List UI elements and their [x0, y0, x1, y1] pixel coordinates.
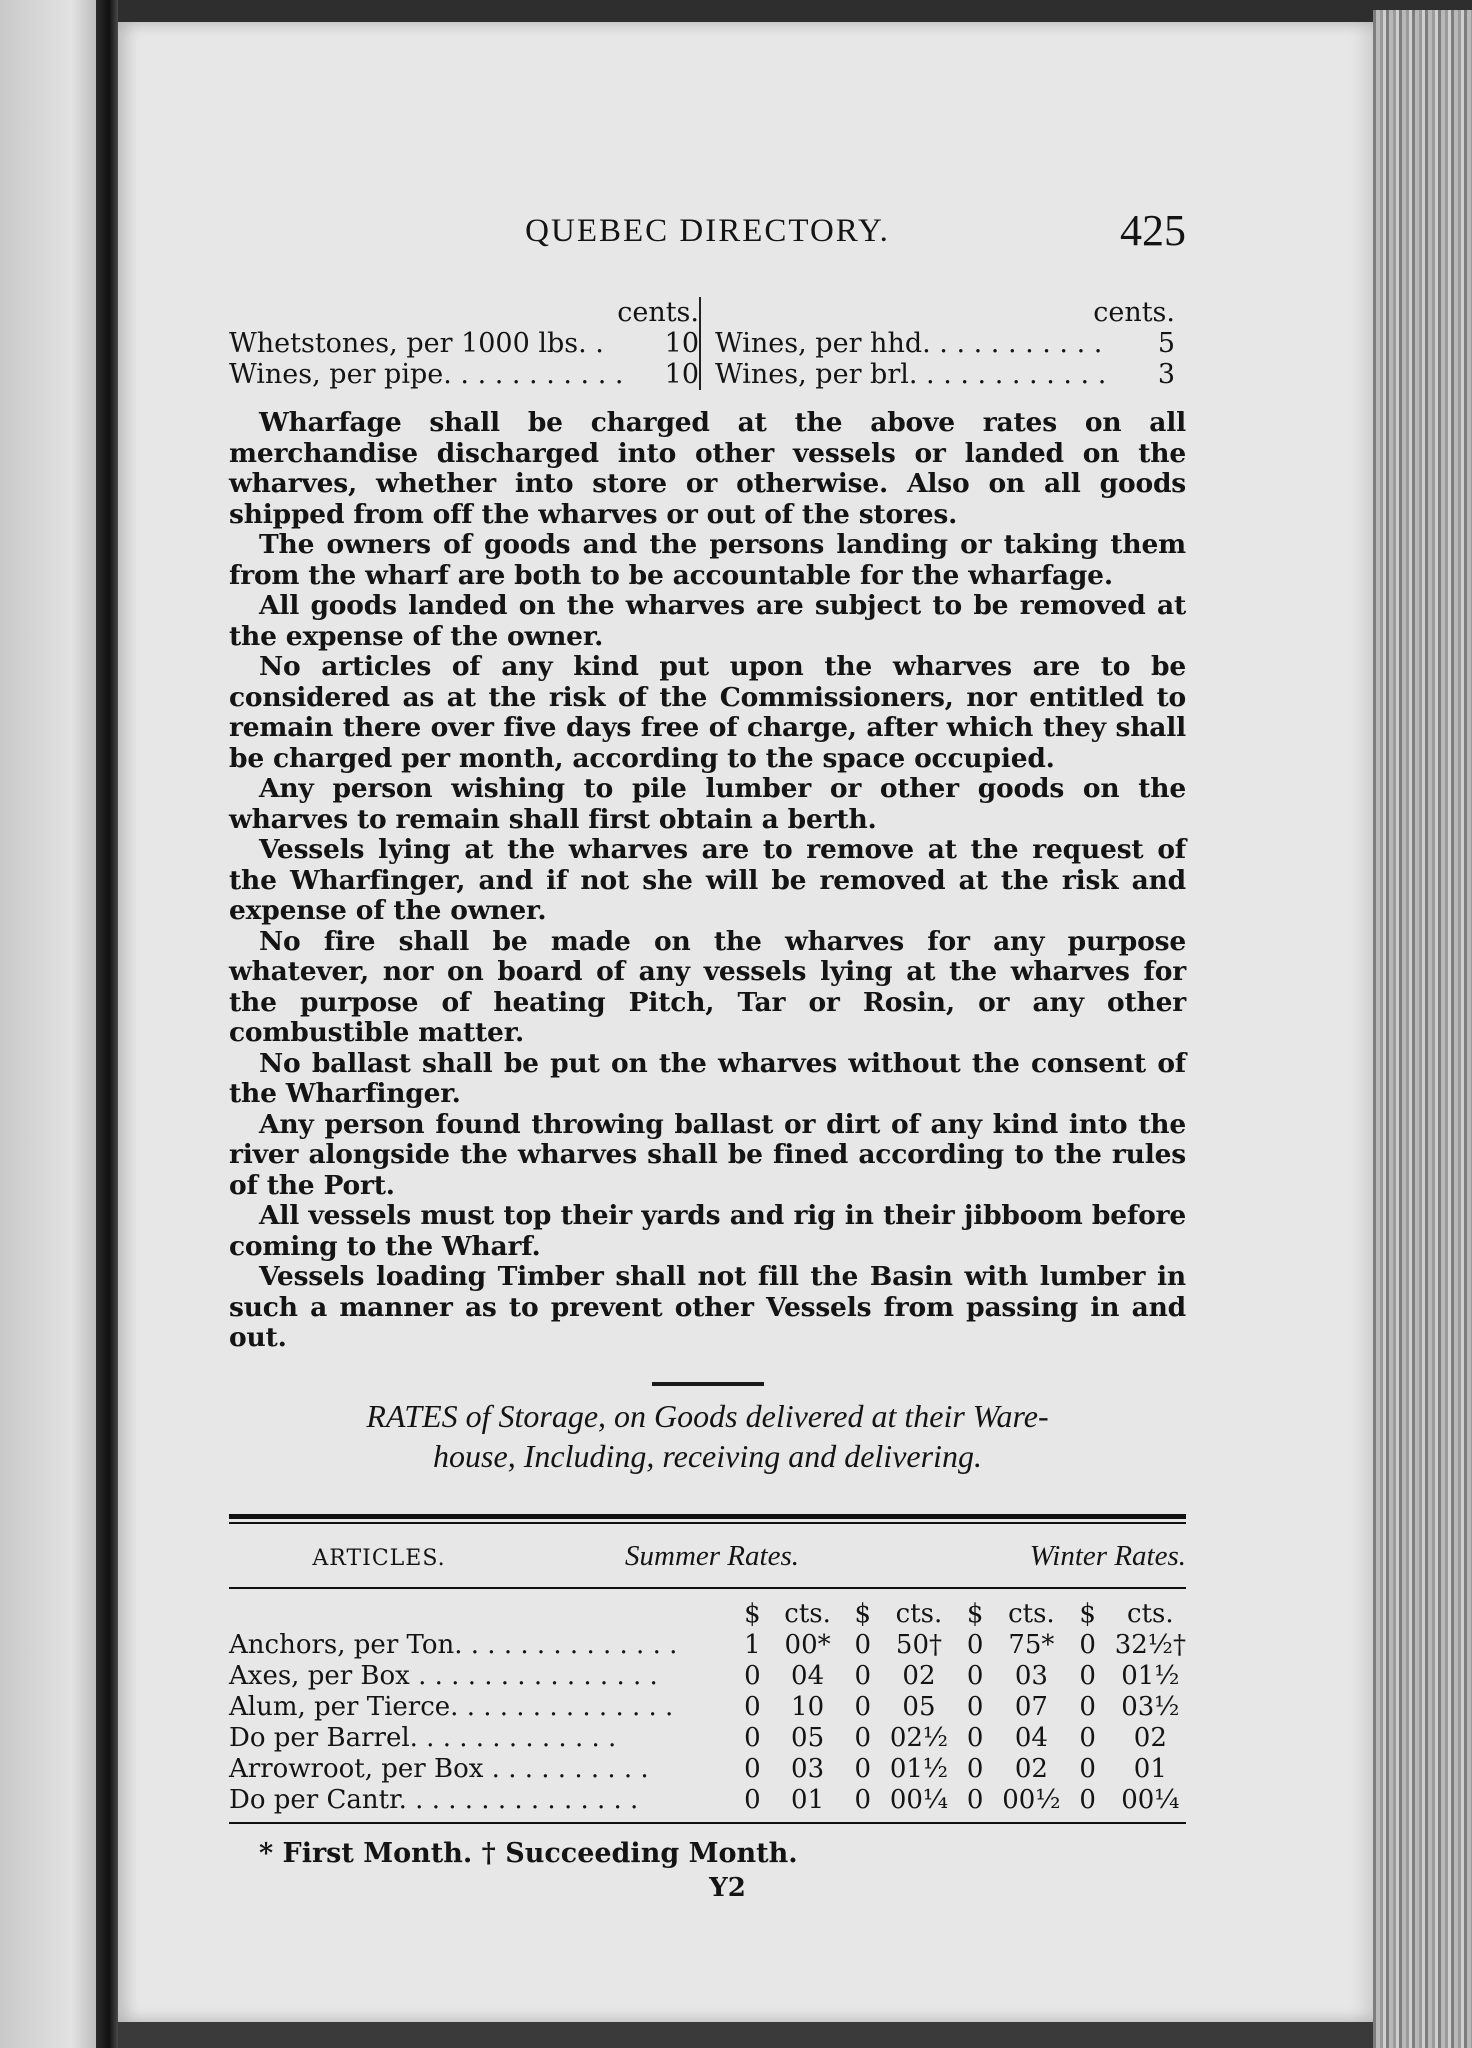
section-divider: [652, 1382, 764, 1386]
regulation-paragraph: All goods landed on the wharves are subject to be removed at the expense of the owner.: [229, 590, 1186, 652]
tariff-value: 5: [1157, 328, 1175, 359]
article-name: Axes, per Box . . . . . . . . . . . . . . .: [229, 1660, 658, 1691]
page-content: [229, 205, 1186, 1903]
rate-cell: 03: [791, 1753, 825, 1784]
rate-cell: 00*: [784, 1629, 831, 1660]
rate-cell: 05: [902, 1691, 936, 1722]
unit-cell: $: [744, 1598, 761, 1629]
tariff-unit: cents.: [617, 297, 699, 328]
rate-cell: 03: [1014, 1660, 1048, 1691]
table-row: [229, 1692, 1186, 1723]
rate-cell: 02½: [889, 1722, 949, 1753]
regulation-paragraph: Wharfage shall be charged at the above rates on all merchandise discharged into other vessels or landed on the wharves, whether into store or otherwise. Also on all goods shipped from off the wharves or out of the stores.: [229, 407, 1186, 530]
table-header: [229, 1540, 1186, 1573]
rate-cell: 04: [1014, 1722, 1048, 1753]
tariff-row: [229, 328, 699, 359]
rate-cell: 03½: [1121, 1691, 1180, 1722]
rate-cell: 0: [966, 1753, 984, 1784]
regulation-paragraph: Vessels loading Timber shall not fill the Basin with lumber in such a manner as to prevent other Vessels from passing in and out.: [229, 1261, 1186, 1353]
rate-cell: 00½: [1002, 1784, 1061, 1815]
table-row: [229, 1630, 1186, 1661]
tariff-value: 3: [1157, 359, 1175, 390]
article-name: Do per Barrel. . . . . . . . . . . . .: [229, 1722, 617, 1753]
storage-title: [229, 1396, 1186, 1476]
unit-cell: $: [966, 1598, 984, 1629]
table-top-rule-thin: [229, 1522, 1186, 1524]
tariff-value: 10: [664, 328, 699, 359]
unit-cell: $: [854, 1598, 872, 1629]
running-title: QUEBEC DIRECTORY.: [525, 213, 890, 249]
rate-cell: 0: [854, 1660, 872, 1691]
regulation-paragraph: The owners of goods and the persons landing or taking them from the wharf are both to be accountable for the wharfage.: [229, 529, 1186, 591]
tariff-row: [715, 328, 1175, 359]
storage-title-line: RATES of Storage, on Goods delivered at their Ware-: [366, 1397, 1049, 1434]
table-row: [229, 1754, 1186, 1785]
article-name: Alum, per Tierce. . . . . . . . . . . . . .: [229, 1691, 674, 1722]
unit-cell: cts.: [1008, 1598, 1055, 1629]
tariff-right-column: [699, 297, 1175, 390]
unit-cell: $: [1079, 1598, 1096, 1629]
tariff-row: [715, 359, 1175, 390]
rate-cell: 04: [791, 1660, 825, 1691]
rate-cell: 01½: [1121, 1660, 1180, 1691]
tariff-left-column: [229, 297, 699, 390]
rate-cell: 0: [744, 1784, 761, 1815]
rate-cell: 0: [854, 1691, 872, 1722]
rate-cell: 0: [966, 1784, 984, 1815]
rate-cell: 0: [966, 1722, 984, 1753]
col-winter-rates: Winter Rates.: [1029, 1539, 1186, 1572]
rate-cell: 0: [966, 1660, 984, 1691]
tariff-label: Wines, per brl. . . . . . . . . . . .: [715, 359, 1107, 390]
rate-cell: 01: [791, 1784, 825, 1815]
regulation-paragraph: Vessels lying at the wharves are to remove at the request of the Wharfinger, and if not she will be removed at the risk and expense of the owner.: [229, 834, 1186, 926]
rate-cell: 01: [1133, 1753, 1167, 1784]
table-top-rule: [229, 1514, 1186, 1519]
tariff-unit: cents.: [1093, 297, 1175, 328]
footnote: * First Month. † Succeeding Month.: [259, 1837, 798, 1869]
regulation-paragraph: No articles of any kind put upon the wharves are to be considered as at the risk of the Commissioners, nor entitled to remain there over five days free of charge, after which they shall be charged per month, according to the space occupied.: [229, 651, 1186, 774]
rate-cell: 0: [1079, 1784, 1096, 1815]
book-spine: [96, 0, 118, 2048]
regulation-paragraph: Any person wishing to pile lumber or other goods on the wharves to remain shall first obtain a berth.: [229, 773, 1186, 835]
rate-cell: 07: [1014, 1691, 1048, 1722]
page-edges: [1373, 10, 1472, 2048]
rate-cell: 0: [854, 1753, 872, 1784]
rate-cell: 0: [966, 1629, 984, 1660]
rate-cell: 02: [1014, 1753, 1048, 1784]
running-header: [229, 205, 1186, 265]
rate-cell: 01½: [889, 1753, 949, 1784]
rate-cell: 00¼: [1121, 1784, 1180, 1815]
unit-cell: cts.: [1127, 1598, 1174, 1629]
article-name: Do per Cantr. . . . . . . . . . . . . . .: [229, 1784, 639, 1815]
rate-cell: 0: [744, 1660, 761, 1691]
rate-cell: 75*: [1008, 1629, 1055, 1660]
regulation-paragraph: No fire shall be made on the wharves for any purpose whatever, nor on board of any vessels lying at the wharves for the purpose of heating Pitch, Tar or Rosin, or any other combustible matter.: [229, 925, 1186, 1048]
rate-cell: 0: [1079, 1629, 1096, 1660]
rate-cell: 10: [791, 1691, 825, 1722]
header-rule: [229, 1587, 1186, 1589]
regulation-paragraph: Any person found throwing ballast or dirt of any kind into the river alongside the wharves shall be fined according to the rules of the Port.: [229, 1108, 1186, 1201]
rate-cell: 0: [1079, 1660, 1096, 1691]
regulation-paragraph: All vessels must top their yards and rig in their jibboom before coming to the Wharf.: [229, 1200, 1186, 1262]
article-name: Anchors, per Ton. . . . . . . . . . . . . .: [229, 1629, 678, 1660]
rate-cell: 02: [902, 1660, 936, 1691]
tariff-label: Wines, per hhd. . . . . . . . . . .: [715, 328, 1103, 359]
rate-cell: 0: [854, 1629, 872, 1660]
rate-cell: 0: [744, 1722, 761, 1753]
rate-cell: 02: [1133, 1722, 1167, 1753]
left-page-edge: [0, 0, 102, 2048]
rate-cell: 0: [1079, 1691, 1096, 1722]
unit-cell: cts.: [784, 1598, 831, 1629]
top-shadow: [118, 0, 1472, 22]
tariff-label: Whetstones, per 1000 lbs. .: [229, 328, 604, 359]
table-bottom-rule: [229, 1822, 1186, 1824]
rate-cell: 0: [1079, 1722, 1096, 1753]
rate-cell: 1: [744, 1629, 761, 1660]
units-spacer: [229, 1599, 725, 1630]
rate-cell: 32½†: [1114, 1629, 1186, 1660]
col-articles: ARTICLES.: [312, 1545, 446, 1571]
col-summer-rates: Summer Rates.: [625, 1539, 799, 1572]
rate-cell: 0: [744, 1691, 761, 1722]
wharfage-tariff: [229, 297, 1186, 390]
rate-cell: 0: [854, 1722, 872, 1753]
units-row: [229, 1599, 1186, 1630]
wharf-regulations: [229, 408, 1186, 1354]
article-name: Arrowroot, per Box . . . . . . . . . .: [229, 1753, 649, 1784]
storage-title-line: house, Including, receiving and delivering.: [433, 1437, 982, 1474]
rate-cell: 0: [1079, 1753, 1096, 1784]
storage-rates-table: [229, 1599, 1186, 1816]
tariff-label: Wines, per pipe. . . . . . . . . . .: [229, 359, 624, 390]
rate-cell: 0: [744, 1753, 761, 1784]
table-row: [229, 1723, 1186, 1754]
table-row: [229, 1661, 1186, 1692]
regulation-paragraph: No ballast shall be put on the wharves without the consent of the Wharfinger.: [229, 1047, 1186, 1109]
rate-cell: 0: [966, 1691, 984, 1722]
rate-cell: 00¼: [889, 1784, 949, 1815]
tariff-row: [229, 359, 699, 390]
table-row: [229, 1785, 1186, 1816]
tariff-value: 10: [664, 359, 699, 390]
page-number: 425: [1120, 206, 1186, 255]
signature-mark: Y2: [709, 1872, 746, 1903]
rate-cell: 0: [854, 1784, 872, 1815]
rate-cell: 50†: [895, 1629, 943, 1660]
rate-cell: 05: [791, 1722, 825, 1753]
unit-cell: cts.: [895, 1598, 943, 1629]
